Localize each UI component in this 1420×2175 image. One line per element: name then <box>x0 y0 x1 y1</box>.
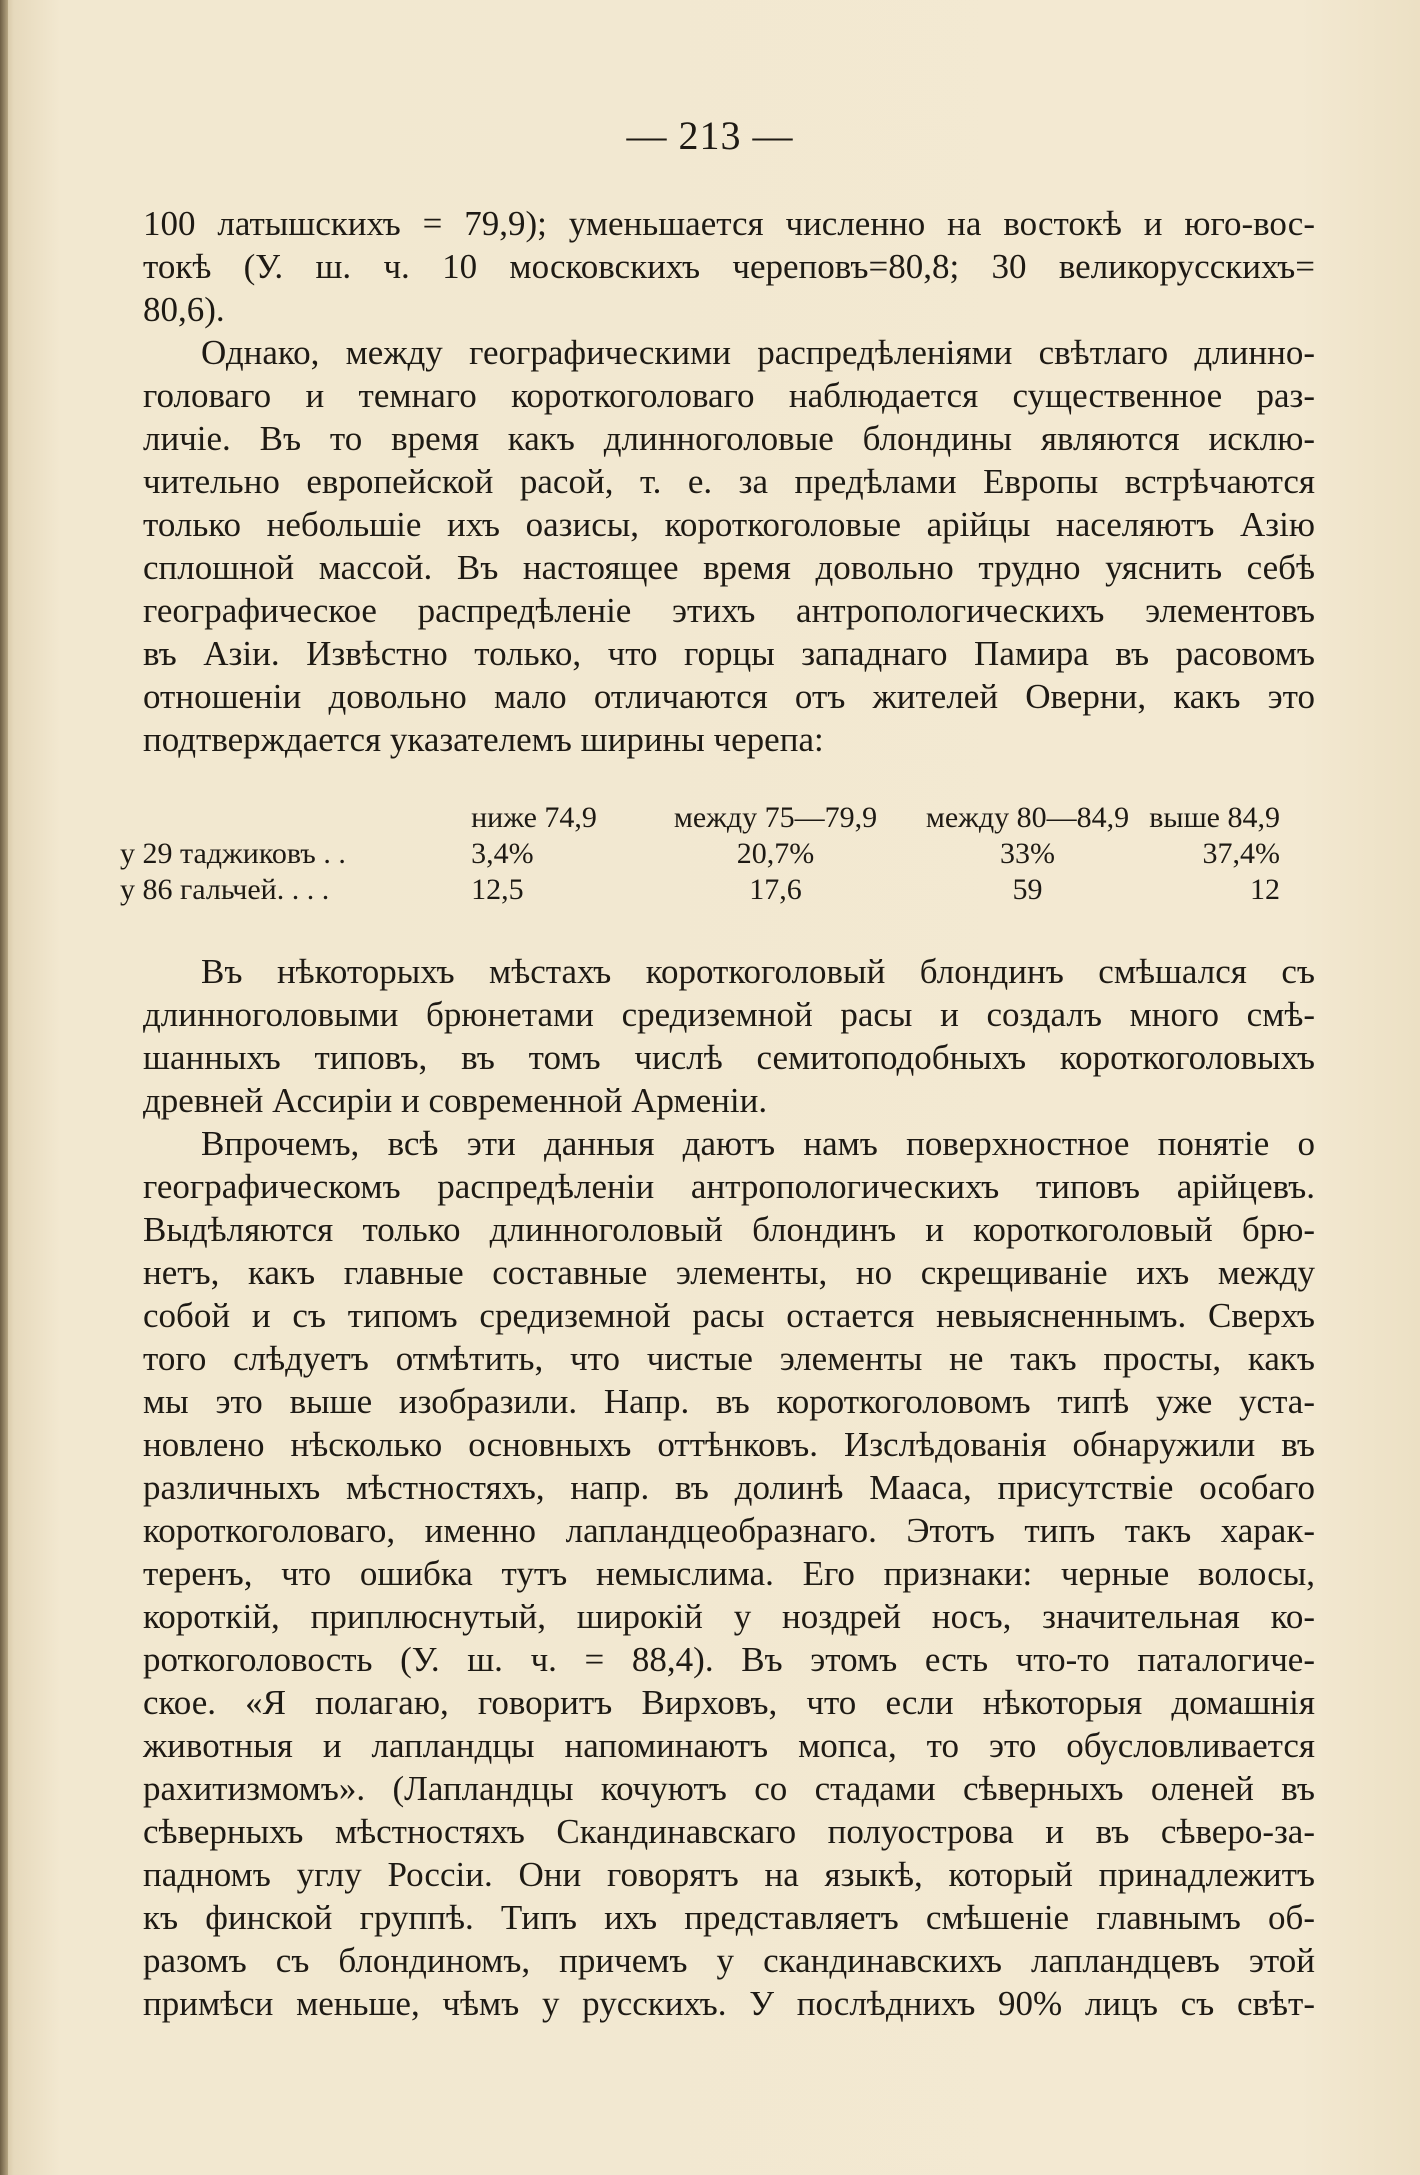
text-line: длинноголовыми брюнетами средиземной расы и создалъ много смѣ- <box>143 995 1315 1034</box>
text-line: теренъ, что ошибка тутъ немыслима. Его признаки: черные волосы, <box>143 1554 1315 1593</box>
text-line: рахитизмомъ». (Лапландцы кочуютъ со стадами сѣверныхъ оленей въ <box>143 1769 1315 1808</box>
table-cell: 59 <box>1012 873 1043 906</box>
table-header-cell: между 80—84,9 <box>925 801 1130 834</box>
table-cell: 37,4% <box>1202 837 1280 870</box>
table-header-cell: ниже 74,9 <box>471 801 597 834</box>
table-cell: 3,4% <box>471 837 534 870</box>
text-line: только небольшіе ихъ оазисы, короткоголовые арійцы населяютъ Азію <box>143 505 1315 544</box>
text-line: животныя и лапландцы напоминаютъ мопса, то это обусловливается <box>143 1726 1315 1765</box>
text-line: географическомъ распредѣленіи антропологическихъ типовъ арійцевъ. <box>143 1167 1315 1206</box>
text-line: собой и съ типомъ средиземной расы остается невыясненнымъ. Сверхъ <box>143 1296 1315 1335</box>
text-line: примѣси меньше, чѣмъ у русскихъ. У послѣднихъ 90% лицъ съ свѣт- <box>143 1984 1315 2023</box>
table-header-row <box>120 800 1320 836</box>
table-cell-label: у 29 таджиковъ . . <box>120 837 346 870</box>
text-line: различныхъ мѣстностяхъ, напр. въ долинѣ Мааса, присутствіе особаго <box>143 1468 1315 1507</box>
paragraph-block-bottom <box>143 950 1315 2025</box>
table-header-cell <box>120 800 351 836</box>
text-line: 80,6). <box>143 290 225 329</box>
text-line: токѣ (У. ш. ч. 10 московскихъ череповъ=80,8; 30 великорусскихъ= <box>143 247 1315 286</box>
text-line: Выдѣляются только длинноголовый блондинъ и короткоголовый брю- <box>143 1210 1315 1249</box>
table-header-cell: между 75—79,9 <box>673 801 878 834</box>
text-line: того слѣдуетъ отмѣтить, что чистые элементы не такъ просты, какъ <box>143 1339 1315 1378</box>
text-line: мы это выше изобразили. Напр. въ короткоголовомъ типѣ уже уста- <box>143 1382 1315 1421</box>
page-binding-edge <box>0 0 8 2175</box>
table-cell: 20,7% <box>736 837 815 870</box>
table-cell: 12 <box>1250 873 1280 906</box>
table-row <box>120 836 1320 872</box>
text-line: 100 латышскихъ = 79,9); уменьшается численно на востокѣ и юго-вос- <box>143 204 1315 243</box>
text-line: головаго и темнаго короткоголоваго наблюдается существенное раз- <box>143 376 1315 415</box>
text-line: роткоголовость (У. ш. ч. = 88,4). Въ этомъ есть что-то паталогиче- <box>143 1640 1315 1679</box>
text-line: Въ нѣкоторыхъ мѣстахъ короткоголовый блондинъ смѣшался съ <box>201 952 1315 991</box>
table-cell: 12,5 <box>471 873 524 906</box>
text-line: географическое распредѣленіе этихъ антропологическихъ элементовъ <box>143 591 1315 630</box>
text-line: къ финской группѣ. Типъ ихъ представляетъ смѣшеніе главнымъ об- <box>143 1898 1315 1937</box>
text-line: чительно европейской расой, т. е. за предѣлами Европы встрѣчаются <box>143 462 1315 501</box>
text-line: шанныхъ типовъ, въ томъ числѣ семитоподобныхъ короткоголовыхъ <box>143 1038 1315 1077</box>
table-row <box>120 872 1320 908</box>
text-line: Впрочемъ, всѣ эти данныя даютъ намъ поверхностное понятіе о <box>201 1124 1315 1163</box>
text-line: подтверждается указателемъ ширины черепа: <box>143 720 824 759</box>
text-line: сплошной массой. Въ настоящее время довольно трудно уяснить себѣ <box>143 548 1315 587</box>
text-line: въ Азіи. Извѣстно только, что горцы западнаго Памира въ расовомъ <box>143 634 1315 673</box>
text-line: отношеніи довольно мало отличаются отъ жителей Оверни, какъ это <box>143 677 1315 716</box>
paragraph-block-top <box>143 202 1315 761</box>
table-cell-label: у 86 гальчей. . . . <box>120 873 330 906</box>
page-number: — 213 — <box>626 113 794 158</box>
text-line: падномъ углу Россіи. Они говорятъ на языкѣ, который принадлежитъ <box>143 1855 1315 1894</box>
table-cell: 17,6 <box>749 873 802 906</box>
text-line: короткоголоваго, именно лапландцеобразнаго. Этотъ типъ такъ харак- <box>143 1511 1315 1550</box>
text-line: сѣверныхъ мѣстностяхъ Скандинавскаго полуострова и въ сѣверо-за- <box>143 1812 1315 1851</box>
text-line: короткій, приплюснутый, широкій у ноздрей носъ, значительная ко- <box>143 1597 1315 1636</box>
text-line: личіе. Въ то время какъ длинноголовые блондины являются исклю- <box>143 419 1315 458</box>
skull-index-table <box>120 800 1320 908</box>
text-line: древней Ассиріи и современной Арменіи. <box>143 1081 768 1120</box>
text-line: ское. «Я полагаю, говоритъ Вирховъ, что если нѣкоторыя домашнія <box>143 1683 1315 1722</box>
table-cell: 33% <box>1000 837 1056 870</box>
text-line: новлено нѣсколько основныхъ оттѣнковъ. Изслѣдованія обнаружили въ <box>143 1425 1315 1464</box>
text-line: нетъ, какъ главные составные элементы, но скрещиваніе ихъ между <box>143 1253 1315 1292</box>
table-header-cell: выше 84,9 <box>1149 801 1280 834</box>
text-line: разомъ съ блондиномъ, причемъ у скандинавскихъ лапландцевъ этой <box>143 1941 1315 1980</box>
text-line: Однако, между географическими распредѣленіями свѣтлаго длинно- <box>201 333 1315 372</box>
